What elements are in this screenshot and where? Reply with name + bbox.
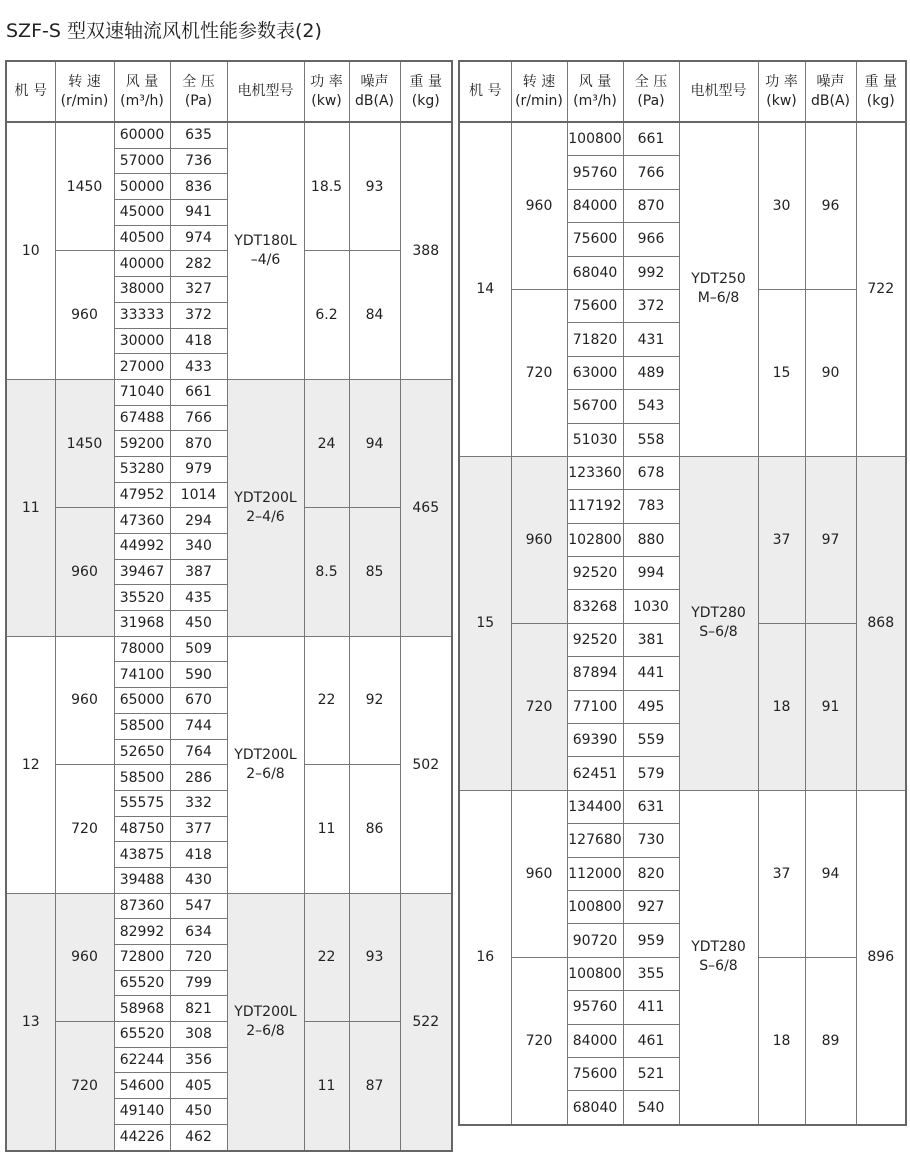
flow-cell: 58500 <box>114 765 170 791</box>
speed-cell: 720 <box>55 1022 114 1151</box>
flow-cell: 40500 <box>114 225 170 251</box>
machine-no-cell: 11 <box>6 379 55 636</box>
pressure-cell: 670 <box>170 688 227 714</box>
flow-cell: 82992 <box>114 919 170 945</box>
pressure-cell: 332 <box>170 790 227 816</box>
pressure-cell: 927 <box>623 890 679 923</box>
flow-cell: 127680 <box>567 824 623 857</box>
power-cell: 11 <box>304 1022 349 1151</box>
flow-cell: 134400 <box>567 790 623 823</box>
flow-cell: 112000 <box>567 857 623 890</box>
flow-cell: 62244 <box>114 1047 170 1073</box>
pressure-cell: 450 <box>170 1099 227 1125</box>
pressure-cell: 355 <box>623 957 679 990</box>
pressure-cell: 450 <box>170 611 227 637</box>
motor-model-line: YDT180L <box>234 232 297 249</box>
header-pressure <box>623 61 679 122</box>
table-row <box>459 456 906 489</box>
speed-cell: 960 <box>55 508 114 636</box>
machine-no-cell: 14 <box>459 122 511 456</box>
motor-model-line: YDT280 <box>691 939 746 956</box>
machine-no-cell: 13 <box>6 893 55 1150</box>
pressure-cell: 766 <box>170 405 227 431</box>
pressure-cell: 559 <box>623 724 679 757</box>
pressure-cell: 431 <box>623 323 679 356</box>
speed-cell: 960 <box>511 456 567 623</box>
flow-cell: 71820 <box>567 323 623 356</box>
flow-cell: 100800 <box>567 890 623 923</box>
flow-cell: 38000 <box>114 277 170 303</box>
motor-model-line: 2–6/8 <box>246 1022 285 1039</box>
power-cell: 18.5 <box>304 122 349 251</box>
flow-cell: 95760 <box>567 156 623 189</box>
power-cell: 22 <box>304 636 349 764</box>
header-flow-line: (m³/h) <box>120 92 164 109</box>
flow-cell: 40000 <box>114 251 170 277</box>
pressure-cell: 678 <box>623 456 679 489</box>
header-flow-line: (m³/h) <box>573 92 617 109</box>
flow-cell: 58968 <box>114 996 170 1022</box>
pressure-cell: 870 <box>170 431 227 457</box>
power-cell: 18 <box>758 623 805 790</box>
pressure-cell: 327 <box>170 277 227 303</box>
noise-cell: 89 <box>805 957 856 1124</box>
pressure-cell: 820 <box>623 857 679 890</box>
table-row <box>6 636 452 662</box>
pressure-cell: 730 <box>623 824 679 857</box>
noise-cell: 94 <box>349 379 400 507</box>
motor-model-line: 2–4/6 <box>246 508 285 525</box>
header-pressure-line: (Pa) <box>637 92 665 109</box>
machine-no-cell: 15 <box>459 456 511 790</box>
flow-cell: 44226 <box>114 1124 170 1150</box>
flow-cell: 44992 <box>114 534 170 560</box>
pressure-cell: 821 <box>170 996 227 1022</box>
performance-table-left <box>5 60 453 1152</box>
pressure-cell: 462 <box>170 1124 227 1150</box>
flow-cell: 84000 <box>567 189 623 222</box>
noise-cell: 93 <box>349 893 400 1021</box>
header-power <box>304 61 349 122</box>
flow-cell: 58500 <box>114 713 170 739</box>
motor-model-line: YDT280 <box>691 605 746 622</box>
header-weight-line: (kg) <box>411 92 440 109</box>
pressure-cell: 356 <box>170 1047 227 1073</box>
pressure-cell: 941 <box>170 200 227 226</box>
header-power <box>758 61 805 122</box>
flow-cell: 77100 <box>567 690 623 723</box>
pressure-cell: 590 <box>170 662 227 688</box>
flow-cell: 39488 <box>114 867 170 893</box>
flow-cell: 56700 <box>567 390 623 423</box>
table-row <box>6 122 452 148</box>
power-cell: 24 <box>304 379 349 507</box>
noise-cell: 93 <box>349 122 400 251</box>
flow-cell: 75600 <box>567 1057 623 1090</box>
flow-cell: 53280 <box>114 456 170 482</box>
flow-cell: 100800 <box>567 122 623 156</box>
pressure-cell: 540 <box>623 1091 679 1125</box>
table-row <box>459 122 906 156</box>
power-cell: 30 <box>758 122 805 289</box>
table-row <box>6 379 452 405</box>
pressure-cell: 744 <box>170 713 227 739</box>
motor-model-line: YDT200L <box>234 1003 297 1020</box>
flow-cell: 68040 <box>567 256 623 289</box>
flow-cell: 63000 <box>567 356 623 389</box>
pressure-cell: 966 <box>623 223 679 256</box>
speed-cell: 720 <box>511 957 567 1124</box>
speed-cell: 720 <box>55 765 114 893</box>
pressure-cell: 418 <box>170 842 227 868</box>
pressure-cell: 880 <box>623 523 679 556</box>
pressure-cell: 521 <box>623 1057 679 1090</box>
header-weight-line: 重 量 <box>409 73 442 90</box>
header-speed-line: 转 速 <box>522 73 556 90</box>
pressure-cell: 489 <box>623 356 679 389</box>
flow-cell: 27000 <box>114 354 170 380</box>
pressure-cell: 543 <box>623 390 679 423</box>
motor-model-line: YDT200L <box>234 489 297 506</box>
pressure-cell: 387 <box>170 559 227 585</box>
flow-cell: 95760 <box>567 991 623 1024</box>
flow-cell: 54600 <box>114 1073 170 1099</box>
header-speed-line: (r/min) <box>60 92 109 109</box>
pressure-cell: 1014 <box>170 482 227 508</box>
flow-cell: 45000 <box>114 200 170 226</box>
flow-cell: 68040 <box>567 1091 623 1125</box>
pressure-cell: 1030 <box>623 590 679 623</box>
power-cell: 22 <box>304 893 349 1021</box>
flow-cell: 59200 <box>114 431 170 457</box>
pressure-cell: 799 <box>170 970 227 996</box>
flow-cell: 92520 <box>567 623 623 656</box>
motor-model-line: S–6/8 <box>699 958 738 975</box>
flow-cell: 117192 <box>567 490 623 523</box>
power-cell: 37 <box>758 790 805 957</box>
table-row <box>6 893 452 919</box>
header-speed <box>55 61 114 122</box>
flow-cell: 75600 <box>567 223 623 256</box>
power-cell: 15 <box>758 289 805 456</box>
pressure-cell: 974 <box>170 225 227 251</box>
weight-cell: 722 <box>856 122 906 456</box>
speed-cell: 960 <box>55 636 114 764</box>
flow-cell: 69390 <box>567 724 623 757</box>
header-flow-line: 风 量 <box>125 73 159 90</box>
flow-cell: 30000 <box>114 328 170 354</box>
pressure-cell: 430 <box>170 867 227 893</box>
pressure-cell: 661 <box>623 122 679 156</box>
pressure-cell: 547 <box>170 893 227 919</box>
noise-cell: 91 <box>805 623 856 790</box>
pressure-cell: 340 <box>170 534 227 560</box>
weight-cell: 522 <box>400 893 452 1150</box>
motor-model-cell <box>227 636 304 893</box>
pressure-cell: 418 <box>170 328 227 354</box>
flow-cell: 48750 <box>114 816 170 842</box>
weight-cell: 465 <box>400 379 452 636</box>
pressure-cell: 635 <box>170 122 227 148</box>
header-weight-line: 重 量 <box>864 73 897 90</box>
header-pressure <box>170 61 227 122</box>
flow-cell: 47952 <box>114 482 170 508</box>
header-noise-line: dB(A) <box>355 92 394 109</box>
weight-cell: 896 <box>856 790 906 1124</box>
noise-cell: 94 <box>805 790 856 957</box>
pressure-cell: 282 <box>170 251 227 277</box>
speed-cell: 720 <box>511 623 567 790</box>
flow-cell: 39467 <box>114 559 170 585</box>
pressure-cell: 994 <box>623 557 679 590</box>
power-cell: 6.2 <box>304 251 349 379</box>
flow-cell: 84000 <box>567 1024 623 1057</box>
pressure-cell: 736 <box>170 148 227 174</box>
pressure-cell: 870 <box>623 189 679 222</box>
machine-no-cell: 16 <box>459 790 511 1124</box>
header-motor-model: 电机型号 <box>227 61 304 122</box>
power-cell: 18 <box>758 957 805 1124</box>
motor-model-cell <box>679 456 758 790</box>
pressure-cell: 294 <box>170 508 227 534</box>
noise-cell: 90 <box>805 289 856 456</box>
header-noise-line: 噪声 <box>360 73 389 90</box>
pressure-cell: 579 <box>623 757 679 790</box>
pressure-cell: 558 <box>623 423 679 456</box>
pressure-cell: 720 <box>170 945 227 971</box>
flow-cell: 57000 <box>114 148 170 174</box>
pressure-cell: 836 <box>170 174 227 200</box>
flow-cell: 65520 <box>114 970 170 996</box>
header-weight-line: (kg) <box>866 92 895 109</box>
header-flow <box>114 61 170 122</box>
performance-table-right <box>458 60 907 1126</box>
flow-cell: 78000 <box>114 636 170 662</box>
header-power-line: 功 率 <box>310 73 343 90</box>
flow-cell: 51030 <box>567 423 623 456</box>
speed-cell: 1450 <box>55 122 114 251</box>
motor-model-line: YDT200L <box>234 746 297 763</box>
motor-model-cell <box>679 790 758 1124</box>
flow-cell: 62451 <box>567 757 623 790</box>
speed-cell: 960 <box>511 122 567 289</box>
speed-cell: 960 <box>55 251 114 379</box>
motor-model-cell <box>227 379 304 636</box>
flow-cell: 102800 <box>567 523 623 556</box>
flow-cell: 87360 <box>114 893 170 919</box>
pressure-cell: 992 <box>623 256 679 289</box>
pressure-cell: 783 <box>623 490 679 523</box>
header-noise <box>805 61 856 122</box>
flow-cell: 43875 <box>114 842 170 868</box>
page-title: SZF-S 型双速轴流风机性能参数表(2) <box>6 20 322 42</box>
pressure-cell: 405 <box>170 1073 227 1099</box>
header-power-line: (kw) <box>311 92 342 109</box>
header-weight <box>856 61 906 122</box>
header-flow-line: 风 量 <box>578 73 612 90</box>
noise-cell: 96 <box>805 122 856 289</box>
flow-cell: 35520 <box>114 585 170 611</box>
pressure-cell: 509 <box>170 636 227 662</box>
header-speed <box>511 61 567 122</box>
flow-cell: 90720 <box>567 924 623 957</box>
flow-cell: 87894 <box>567 657 623 690</box>
flow-cell: 67488 <box>114 405 170 431</box>
power-cell: 11 <box>304 765 349 893</box>
speed-cell: 720 <box>511 289 567 456</box>
flow-cell: 33333 <box>114 302 170 328</box>
weight-cell: 388 <box>400 122 452 379</box>
header-noise-line: 噪声 <box>816 73 845 90</box>
pressure-cell: 372 <box>170 302 227 328</box>
flow-cell: 71040 <box>114 379 170 405</box>
power-cell: 8.5 <box>304 508 349 636</box>
motor-model-line: S–6/8 <box>699 624 738 641</box>
noise-cell: 87 <box>349 1022 400 1151</box>
header-weight <box>400 61 452 122</box>
motor-model-cell <box>227 122 304 379</box>
pressure-cell: 634 <box>170 919 227 945</box>
flow-cell: 60000 <box>114 122 170 148</box>
motor-model-line: –4/6 <box>250 251 281 268</box>
pressure-cell: 661 <box>170 379 227 405</box>
pressure-cell: 433 <box>170 354 227 380</box>
flow-cell: 74100 <box>114 662 170 688</box>
noise-cell: 85 <box>349 508 400 636</box>
flow-cell: 72800 <box>114 945 170 971</box>
header-power-line: (kw) <box>766 92 797 109</box>
pressure-cell: 411 <box>623 991 679 1024</box>
pressure-cell: 381 <box>623 623 679 656</box>
machine-no-cell: 10 <box>6 122 55 379</box>
header-noise <box>349 61 400 122</box>
flow-cell: 65000 <box>114 688 170 714</box>
motor-model-cell <box>679 122 758 456</box>
motor-model-line: YDT250 <box>691 271 746 288</box>
header-noise-line: dB(A) <box>811 92 850 109</box>
pressure-cell: 764 <box>170 739 227 765</box>
header-power-line: 功 率 <box>765 73 798 90</box>
pressure-cell: 372 <box>623 289 679 322</box>
header-speed-line: (r/min) <box>515 92 563 109</box>
pressure-cell: 377 <box>170 816 227 842</box>
motor-model-cell <box>227 893 304 1150</box>
pressure-cell: 308 <box>170 1022 227 1048</box>
pressure-cell: 979 <box>170 456 227 482</box>
flow-cell: 100800 <box>567 957 623 990</box>
header-machine-no: 机 号 <box>6 61 55 122</box>
motor-model-line: 2–6/8 <box>246 765 285 782</box>
flow-cell: 49140 <box>114 1099 170 1125</box>
header-motor-model: 电机型号 <box>679 61 758 122</box>
noise-cell: 97 <box>805 456 856 623</box>
header-pressure-line: 全 压 <box>182 73 215 90</box>
machine-no-cell: 12 <box>6 636 55 893</box>
pressure-cell: 441 <box>623 657 679 690</box>
header-pressure-line: (Pa) <box>184 92 213 109</box>
header-flow <box>567 61 623 122</box>
header-machine-no: 机 号 <box>459 61 511 122</box>
pressure-cell: 435 <box>170 585 227 611</box>
flow-cell: 55575 <box>114 790 170 816</box>
pressure-cell: 959 <box>623 924 679 957</box>
header-speed-line: 转 速 <box>68 73 101 90</box>
motor-model-line: M–6/8 <box>697 290 740 307</box>
flow-cell: 65520 <box>114 1022 170 1048</box>
flow-cell: 83268 <box>567 590 623 623</box>
flow-cell: 92520 <box>567 557 623 590</box>
header-pressure-line: 全 压 <box>634 73 668 90</box>
speed-cell: 1450 <box>55 379 114 507</box>
weight-cell: 502 <box>400 636 452 893</box>
speed-cell: 960 <box>55 893 114 1021</box>
pressure-cell: 461 <box>623 1024 679 1057</box>
pressure-cell: 495 <box>623 690 679 723</box>
table-row <box>459 790 906 823</box>
power-cell: 37 <box>758 456 805 623</box>
pressure-cell: 631 <box>623 790 679 823</box>
flow-cell: 47360 <box>114 508 170 534</box>
noise-cell: 84 <box>349 251 400 379</box>
noise-cell: 86 <box>349 765 400 893</box>
pressure-cell: 286 <box>170 765 227 791</box>
weight-cell: 868 <box>856 456 906 790</box>
speed-cell: 960 <box>511 790 567 957</box>
flow-cell: 52650 <box>114 739 170 765</box>
flow-cell: 31968 <box>114 611 170 637</box>
pressure-cell: 766 <box>623 156 679 189</box>
flow-cell: 75600 <box>567 289 623 322</box>
flow-cell: 50000 <box>114 174 170 200</box>
flow-cell: 123360 <box>567 456 623 489</box>
noise-cell: 92 <box>349 636 400 764</box>
